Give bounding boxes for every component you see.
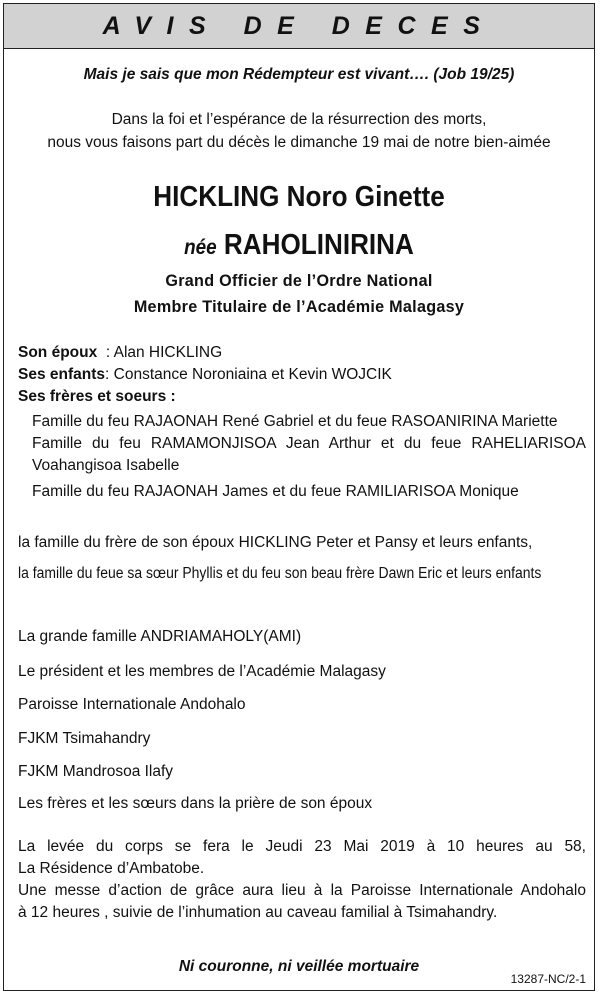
intro-line: nous vous faisons part du décès le dimanche 19 mai de notre bien-aimée [47, 134, 551, 151]
children-line [18, 366, 586, 384]
extended-family: la famille du feue sa sœur Phyllis et du feu son beau frère Dawn Eric et leurs enfants [18, 565, 542, 582]
other-mourner: Les frères et les sœurs dans la prière de son époux [18, 795, 373, 812]
ceremony-line: La levée du corps se fera le Jeudi 23 Mai 2019 à 10 heures au 58, [18, 838, 586, 855]
spouse-label: Son époux [18, 344, 98, 361]
nee-label: née [184, 236, 217, 259]
epigraph: Mais je sais que mon Rédempteur est vivant…. (Job 19/25) [83, 66, 515, 83]
ceremony-line: à 12 heures , suivie de l’inhumation au caveau familial à Tsimahandry. [18, 904, 498, 921]
sibling-family: Famille du feu RAJAONAH James et du feue RAMILIARISOA Monique [32, 483, 519, 500]
sibling-family: Famille du feu RAJAONAH René Gabriel et du feue RASOANIRINA Mariette [32, 413, 558, 430]
reference-code: 13287-NC/2-1 [510, 972, 586, 986]
other-mourner: La grande famille ANDRIAMAHOLY(AMI) [18, 628, 302, 645]
deceased-name: HICKLING Noro Ginette [153, 181, 445, 213]
intro-line: Dans la foi et l’espérance de la résurrection des morts, [111, 111, 487, 128]
siblings-line [18, 388, 586, 406]
sibling-family-cont: Voahangisoa Isabelle [32, 457, 180, 474]
intro-text [4, 108, 594, 154]
sibling-family-line: Famille du feu RAMAMONJISOA Jean Arthur et du feue RAHELIARISOA [32, 435, 586, 452]
death-notice [3, 3, 595, 991]
children-label: Ses enfants [18, 366, 106, 383]
sibling-family [32, 433, 586, 455]
spouse-value: : Alan HICKLING [97, 344, 223, 361]
honor-title: Grand Officier de l’Ordre National [165, 271, 433, 290]
notice-header: AVIS DE DECES [4, 4, 594, 49]
maiden-name: RAHOLINIRINA [223, 229, 414, 261]
other-mourner: FJKM Tsimahandry [18, 730, 151, 747]
siblings-colon: : [170, 388, 176, 405]
other-mourner: Le président et les membres de l’Académie Malagasy [18, 663, 386, 680]
children-value: : Constance Noroniaina et Kevin WOJCIK [105, 366, 392, 383]
ceremony-line: La Résidence d’Ambatobe. [18, 860, 205, 877]
other-mourner: Paroisse Internationale Andohalo [18, 696, 246, 713]
siblings-label: Ses frères et soeurs [18, 388, 167, 405]
spouse-line [18, 344, 586, 362]
extended-family: la famille du frère de son époux HICKLING Peter et Pansy et leurs enfants, [18, 534, 533, 551]
ceremony-line: Une messe d’action de grâce aura lieu à la Paroisse Internationale Andohalo [18, 882, 586, 899]
other-mourner: FJKM Mandrosoa Ilafy [18, 763, 174, 780]
maiden-name-line [34, 229, 565, 262]
honor-title: Membre Titulaire de l’Académie Malagasy [133, 297, 465, 316]
closing-note: Ni couronne, ni veillée mortuaire [178, 958, 420, 975]
